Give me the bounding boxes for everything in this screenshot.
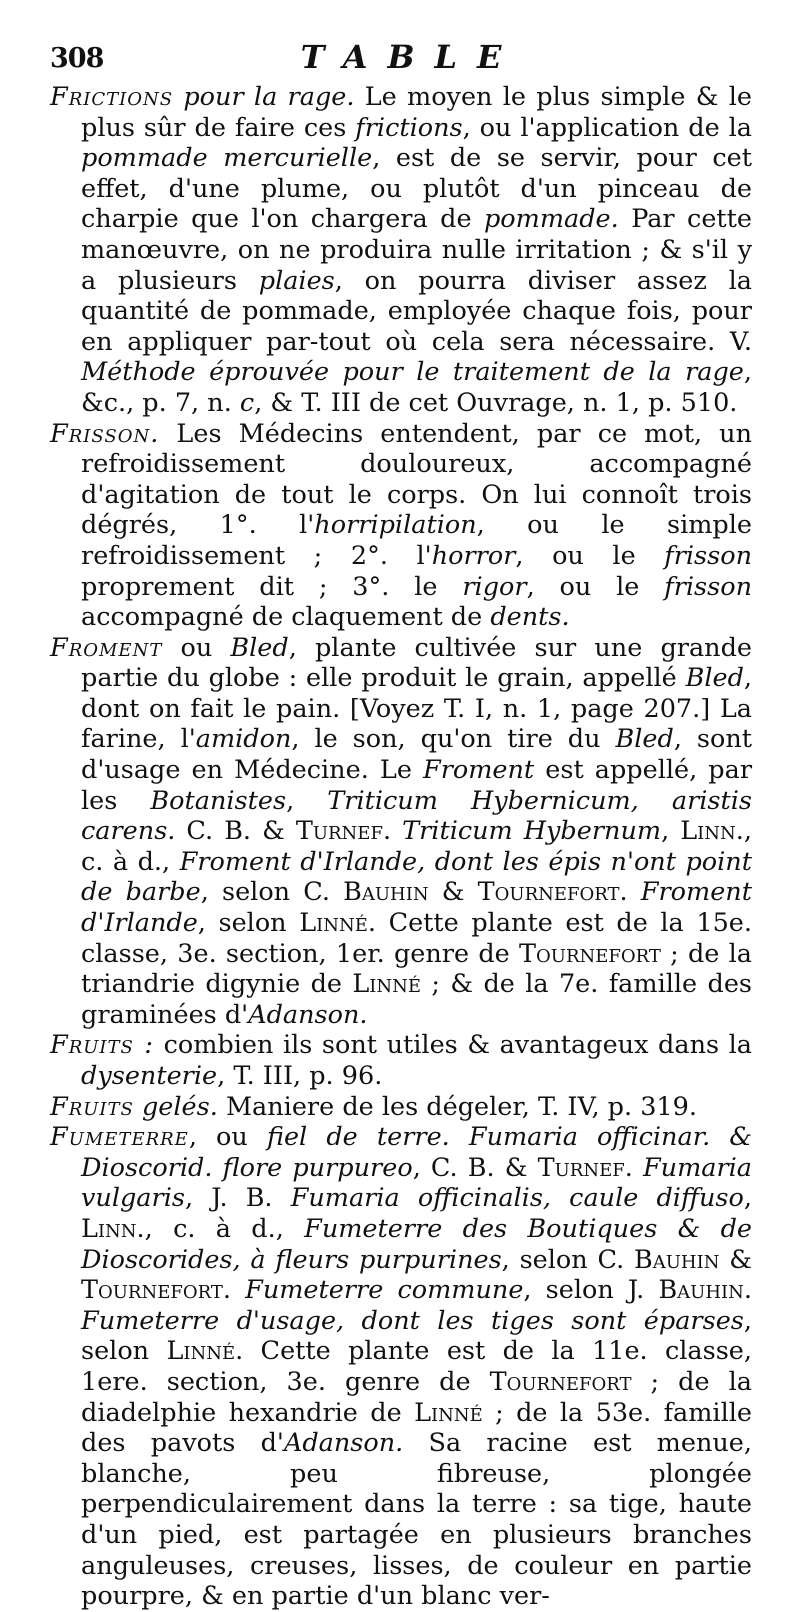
entry-text: ; de la triandrie digynie de xyxy=(81,938,752,1000)
italic-text: Froment d'Irlande, dont les épis n'ont point de barbe xyxy=(81,846,752,908)
entry-text: , selon C. xyxy=(501,1244,635,1275)
entry-text: , &c., p. 7, n. xyxy=(81,357,752,418)
italic-text: Fumeterre d'usage, dont les tiges sont éparses xyxy=(81,1305,744,1336)
entry-text: , ou le xyxy=(515,540,665,571)
italic-text: fiel de terre. Fumaria officinar. & Dioscorid. flore purpureo xyxy=(81,1122,752,1183)
entry-text: Cette plante est de la 11e. classe, 1ere. section, 3e. genre de xyxy=(81,1336,752,1397)
entry-text: accompagné de claquement de xyxy=(81,602,491,633)
entry-text: , J. B. xyxy=(184,1183,291,1214)
italic-text: Adanson. xyxy=(248,999,368,1030)
italic-text: gelés. xyxy=(133,1091,218,1122)
entry-text: , ou xyxy=(188,1122,267,1153)
author-name: Linn. xyxy=(680,816,744,847)
entry-text: , selon xyxy=(81,1305,752,1367)
italic-text: horror xyxy=(431,540,516,571)
index-entries xyxy=(50,82,752,1612)
index-entry-fruits-geles xyxy=(50,1092,752,1123)
italic-text: frictions xyxy=(355,112,463,143)
entry-text: , ou le xyxy=(526,571,665,602)
author-name: Tournefort. xyxy=(81,1275,231,1306)
index-entry-frictions xyxy=(50,82,752,419)
italic-text: frisson xyxy=(664,540,752,571)
entry-headword: Froment xyxy=(50,632,163,663)
entry-text: & xyxy=(719,1244,752,1275)
italic-text: rigor xyxy=(462,571,527,602)
italic-text: amidon xyxy=(195,724,292,755)
author-name: Tournefort. xyxy=(477,877,628,908)
entry-text: , selon C. xyxy=(200,877,344,908)
italic-text: Froment xyxy=(423,755,535,786)
entry-text: Le moyen le plus simple & le plus sûr de faire ces xyxy=(81,82,752,143)
entry-text: , C. B. & xyxy=(412,1152,538,1183)
author-name: Bauhin xyxy=(343,877,429,908)
author-name: Linn. xyxy=(81,1213,145,1244)
entry-text: Maniere de les dégeler, T. IV, p. 319. xyxy=(217,1091,697,1122)
author-name: Bauhin. xyxy=(658,1275,753,1306)
entry-text: , xyxy=(661,816,681,847)
entry-text: C. B. & xyxy=(175,816,296,847)
entry-headword: Frisson. xyxy=(50,418,160,449)
italic-text: Bled xyxy=(615,724,674,755)
author-name: Tournefort xyxy=(519,938,661,969)
entry-headword: Fruits : xyxy=(50,1030,155,1061)
italic-text: Bled xyxy=(685,663,744,694)
italic-text: Fumeterre commune xyxy=(245,1275,524,1306)
author-name: Turnef. xyxy=(537,1152,633,1183)
entry-text: , plante cultivée sur une grande partie du globe : elle produit le grain, appellé xyxy=(81,632,752,694)
italic-text: pommade mercurielle xyxy=(81,143,373,174)
italic-text: Botanistes xyxy=(150,785,287,816)
author-name: Tournefort xyxy=(489,1366,632,1397)
author-name: Linné. xyxy=(166,1336,244,1367)
italic-text: Fumaria vulgaris xyxy=(81,1152,753,1214)
entry-headword: Frictions xyxy=(50,82,174,112)
entry-text: , selon J. xyxy=(523,1275,659,1306)
entry-text xyxy=(231,1275,245,1305)
italic-text: Méthode éprouvée pour le traitement de la rage xyxy=(81,357,744,388)
italic-text: Triticum Hybernum xyxy=(402,816,662,847)
italic-text: Adanson. xyxy=(283,1428,404,1459)
entry-text: Par cette manœuvre, on ne produira nulle irritation ; & s'il y a plusieurs xyxy=(81,204,752,296)
italic-text: horripilation xyxy=(314,510,477,541)
entry-text: proprement dit ; 3°. le xyxy=(81,571,463,602)
italic-text: dents. xyxy=(490,602,570,633)
italic-text: dysenterie xyxy=(81,1061,218,1091)
entry-text: , selon xyxy=(197,908,300,939)
entry-text: , ou le simple refroidissement ; 2°. l' xyxy=(81,510,752,571)
entry-text: est appellé, par les xyxy=(81,755,753,816)
entry-text: , est de se servir, pour cet effet, d'une plume, ou plutôt d'un pinceau de charpie que l'on chargera de xyxy=(81,143,752,235)
italic-text: frisson xyxy=(664,571,752,602)
entry-text: Les Médecins entendent, par ce mot, un refroidissement douloureux, accompagné d'agitation de tout le corps. On lui connoît trois dégrés, 1°. l' xyxy=(81,418,752,541)
entry-text: ; de la diadelphie hexandrie de xyxy=(81,1366,752,1428)
entry-text: , c. à d., xyxy=(81,816,752,877)
italic-text: Froment d'Irlande xyxy=(81,877,752,939)
page-number: 308 xyxy=(50,43,104,74)
entry-text: & xyxy=(428,877,478,908)
author-name: Linné xyxy=(414,1397,483,1428)
index-entry-froment xyxy=(50,633,752,1031)
author-name: Bauhin xyxy=(634,1244,720,1275)
italic-text: c xyxy=(239,387,255,418)
index-entry-fumeterre xyxy=(50,1122,752,1612)
italic-text: pour la rage. xyxy=(173,82,355,112)
entry-text: Cette plante est de la 15e. classe, 3e. section, 1er. genre de xyxy=(81,908,752,969)
author-name: Linné. xyxy=(299,908,376,939)
entry-text: ; de la 53e. famille des pavots d' xyxy=(81,1397,752,1459)
italic-text: pommade. xyxy=(483,204,619,235)
entry-text: , xyxy=(286,785,328,816)
entry-text: , dont on fait le pain. [Voyez T. I, n. 1, page 207.] La farine, l' xyxy=(81,663,752,755)
entry-text: , le son, qu'on tire du xyxy=(291,724,616,755)
entry-headword: Fumeterre xyxy=(50,1122,189,1153)
author-name: Linné xyxy=(352,969,422,1000)
italic-text: Triticum Hybernicum, aristis carens. xyxy=(81,785,752,847)
index-entry-fruits xyxy=(50,1030,752,1091)
entry-text xyxy=(628,877,641,907)
entry-text: , & T. III de cet Ouvrage, n. 1, p. 510. xyxy=(254,387,738,418)
entry-text: , c. à d., xyxy=(144,1213,305,1244)
entry-text: , xyxy=(743,1183,752,1214)
italic-text: Fumeterre des Boutiques & de Dioscorides, à fleurs purpurines xyxy=(81,1213,753,1275)
running-title: TABLE xyxy=(300,38,522,76)
entry-text: Sa racine est menue, blanche, peu fibreuse, plongée perpendiculairement dans la terre : sa tige, haute d'un pied, est partagée en plusieurs branches anguleuses, creuses, lisses, de couleur en partie pourpre, & en partie d'un blanc ver- xyxy=(81,1428,752,1612)
author-name: Turnef. xyxy=(295,816,392,847)
index-entry-frisson xyxy=(50,419,752,633)
entry-text: , T. III, p. 96. xyxy=(217,1061,383,1091)
entry-headword: Fruits xyxy=(50,1091,134,1122)
entry-text: ; & de la 7e. famille des graminées d' xyxy=(81,969,752,1030)
page-header xyxy=(50,38,752,82)
italic-text: Bled xyxy=(230,632,289,663)
entry-text: ou xyxy=(162,632,231,663)
entry-text: , on pourra diviser assez la quantité de pommade, employée chaque fois, pour en appliquer par-tout où cela sera nécessaire. V. xyxy=(81,265,752,357)
entry-text: , ou l'application de la xyxy=(462,112,752,143)
italic-text: plaies xyxy=(258,265,335,296)
italic-text: Fumaria officinalis, caule diffuso xyxy=(290,1183,744,1214)
entry-text xyxy=(391,816,402,846)
entry-text: combien ils sont utiles & avantageux dans la xyxy=(154,1030,752,1061)
entry-text: , sont d'usage en Médecine. Le xyxy=(81,724,752,786)
entry-text xyxy=(633,1153,643,1183)
